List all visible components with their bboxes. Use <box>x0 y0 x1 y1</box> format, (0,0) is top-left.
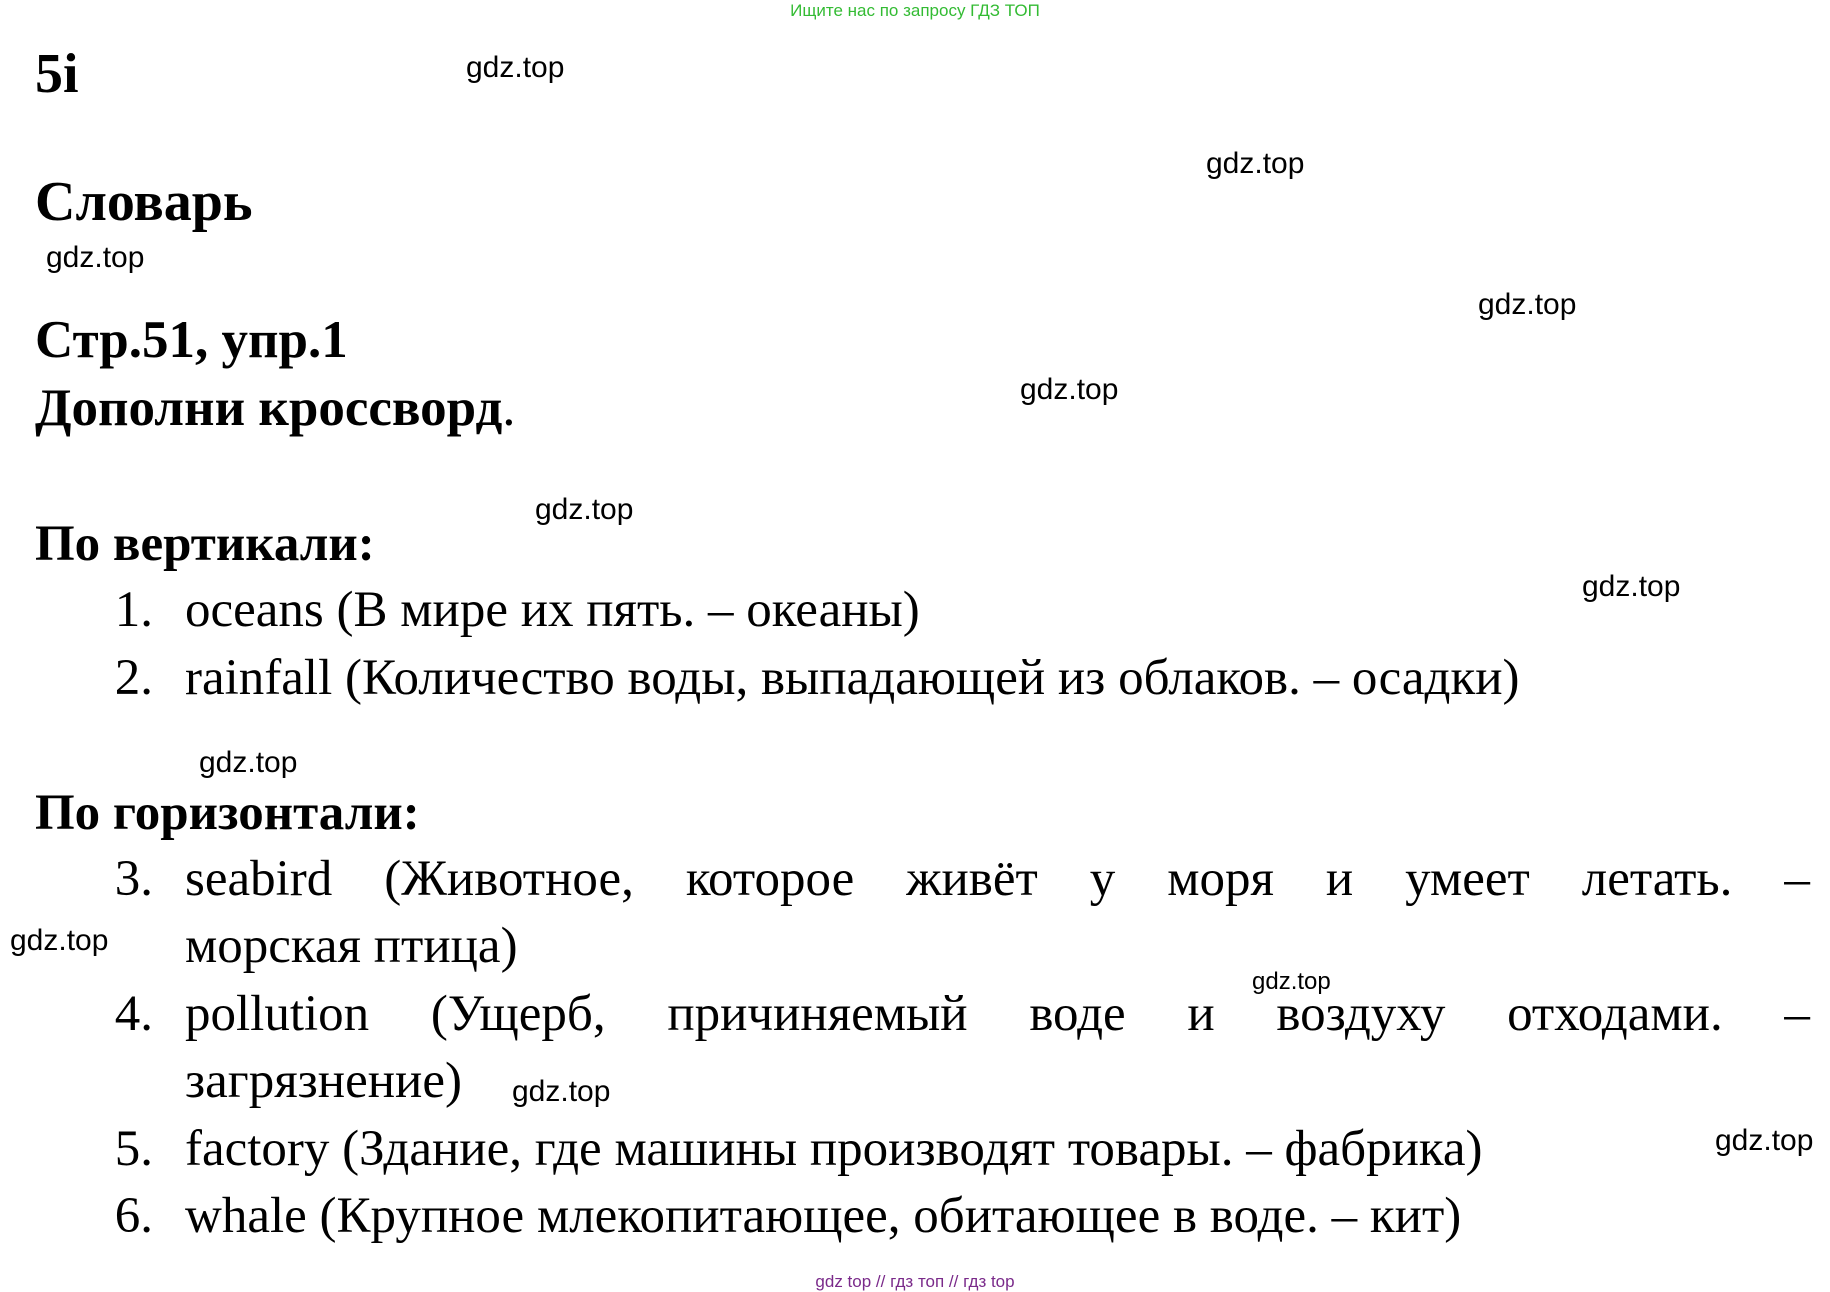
clue-word: (Животное, <box>384 851 634 907</box>
clue-word: – <box>1784 986 1810 1042</box>
clue-number: 1. <box>114 582 153 638</box>
watermark: gdz.top <box>1020 373 1119 406</box>
clue-text: factory (Здание, где машины производят товары. – фабрика) <box>185 1121 1483 1177</box>
task-reference: Стр.51, упр.1 <box>35 311 348 369</box>
top-banner: Ищите нас по запросу ГДЗ ТОП <box>790 1 1040 20</box>
clue-number: 3. <box>114 851 153 907</box>
clue-word: pollution <box>185 986 370 1042</box>
watermark: gdz.top <box>1582 570 1681 603</box>
watermark: gdz.top <box>1206 147 1305 180</box>
clue-word: летать. <box>1581 851 1733 907</box>
watermark: gdz.top <box>1715 1124 1814 1157</box>
clue-word: (Ущерб, <box>430 986 606 1042</box>
clue-text: rainfall (Количество воды, выпадающей из облаков. – осадки) <box>185 650 1520 706</box>
clue-word: причиняемый <box>667 986 968 1042</box>
clue-number: 2. <box>114 650 153 706</box>
watermark: gdz.top <box>10 924 109 957</box>
clue-text-continued: загрязнение) <box>185 1053 462 1109</box>
clue-number: 4. <box>114 986 153 1042</box>
clue-word: отходами. <box>1507 986 1723 1042</box>
clue-text-continued: морская птица) <box>185 918 518 974</box>
clue-word: и <box>1187 986 1215 1042</box>
across-heading: По горизонтали: <box>35 785 420 841</box>
clue-word: которое <box>685 851 855 907</box>
watermark: gdz.top <box>46 241 145 274</box>
clue-word: – <box>1784 851 1810 907</box>
clue-word: умеет <box>1405 851 1530 907</box>
clue-word: воздуху <box>1276 986 1446 1042</box>
clue-text <box>185 985 1810 1043</box>
watermark: gdz.top <box>466 51 565 84</box>
clue-word: и <box>1325 851 1354 907</box>
clue-text: oceans (В мире их пять. – океаны) <box>185 582 920 638</box>
section-number: 5i <box>35 43 79 105</box>
task-instruction <box>35 378 516 438</box>
task-instruction-dot: . <box>502 379 516 437</box>
watermark: gdz.top <box>199 746 298 779</box>
section-title: Словарь <box>35 171 253 233</box>
clue-number: 5. <box>114 1121 153 1177</box>
down-heading: По вертикали: <box>35 516 375 572</box>
clue-text <box>185 850 1810 908</box>
clue-word: живёт <box>906 851 1038 907</box>
clue-text: whale (Крупное млекопитающее, обитающее в воде. – кит) <box>185 1188 1462 1244</box>
clue-number: 6. <box>114 1188 153 1244</box>
watermark: gdz.top <box>1252 968 1331 995</box>
clue-word: у <box>1089 851 1116 907</box>
footer-watermark: gdz top // гдз топ // гдз top <box>815 1272 1015 1291</box>
watermark: gdz.top <box>512 1075 611 1108</box>
watermark: gdz.top <box>1478 288 1577 321</box>
clue-word: seabird <box>185 851 333 907</box>
clue-word: воде <box>1029 986 1126 1042</box>
clue-word: моря <box>1167 851 1274 907</box>
watermark: gdz.top <box>535 493 634 526</box>
task-instruction-text: Дополни кроссворд <box>35 379 503 437</box>
